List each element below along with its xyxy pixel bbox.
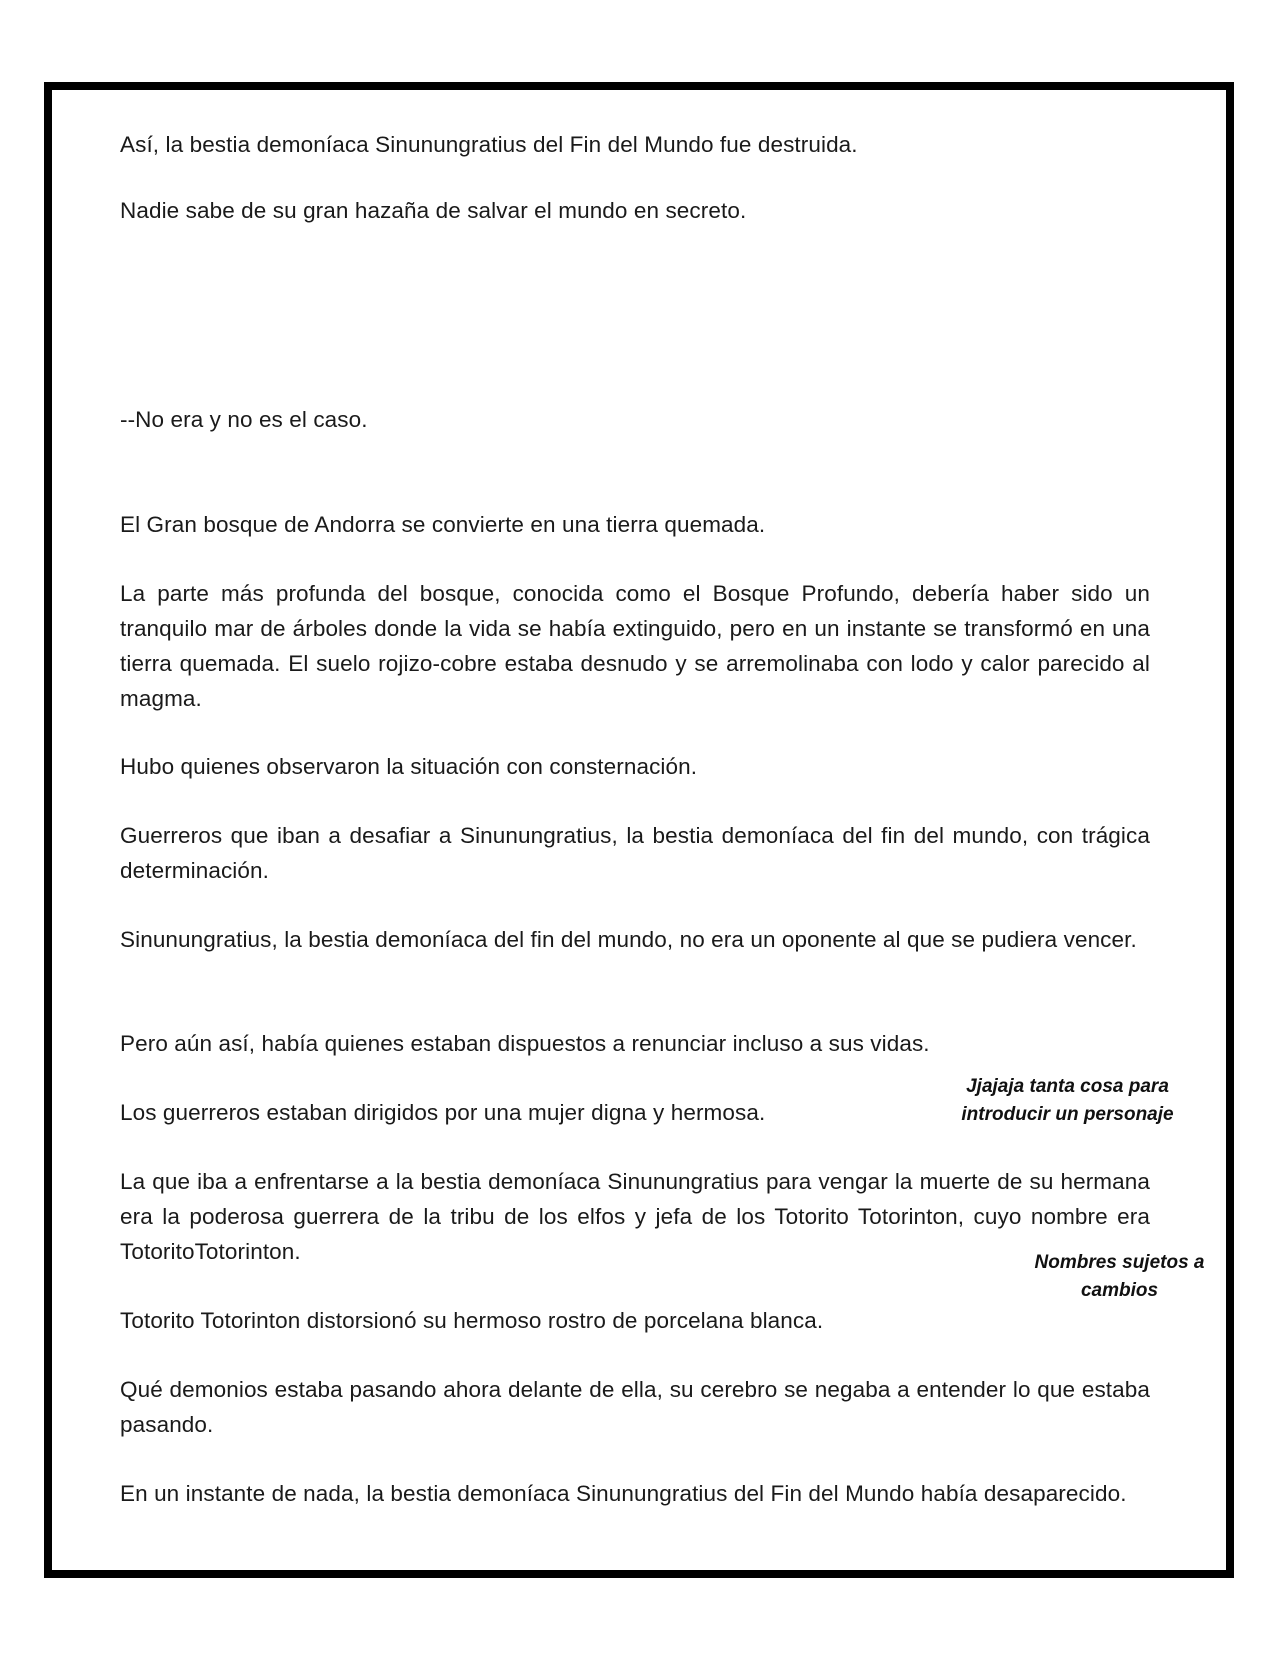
paragraph: La parte más profunda del bosque, conocida como el Bosque Profundo, debería haber sido un tranquilo mar de árboles donde la vida se había extinguido, pero en un instante se transformó en una tierra quemada. El suelo rojizo-cobre estaba desnudo y se arremolinaba con lodo y calor parecido al magma.: [120, 581, 1150, 711]
paragraph: En un instante de nada, la bestia demoníaca Sinunungratius del Fin del Mundo había desaparecido.: [120, 1481, 1127, 1506]
paragraph: --No era y no es el caso.: [120, 407, 368, 432]
paragraph: Nadie sabe de su gran hazaña de salvar el mundo en secreto.: [120, 198, 747, 223]
paragraph: Totorito Totorinton distorsionó su hermoso rostro de porcelana blanca.: [120, 1308, 824, 1333]
paragraph: Los guerreros estaban dirigidos por una mujer digna y hermosa.: [120, 1100, 766, 1125]
margin-note: Jjajaja tanta cosa para introducir un personaje: [961, 1076, 1174, 1125]
paragraph: Guerreros que iban a desafiar a Sinunungratius, la bestia demoníaca del fin del mundo, con trágica determinación.: [120, 823, 1150, 883]
paragraph: Hubo quienes observaron la situación con consternación.: [120, 754, 698, 779]
paragraph: La que iba a enfrentarse a la bestia demoníaca Sinunungratius para vengar la muerte de su hermana era la poderosa guerrera de la tribu de los elfos y jefa de los Totorito Totorinton, cuyo nombre era TotoritoTotorinton.: [120, 1169, 1150, 1264]
paragraph: Pero aún así, había quienes estaban dispuestos a renunciar incluso a sus vidas.: [120, 1031, 930, 1056]
paragraph: El Gran bosque de Andorra se convierte en una tierra quemada.: [120, 512, 766, 537]
paragraph: Sinunungratius, la bestia demoníaca del fin del mundo, no era un oponente al que se pudiera vencer.: [120, 927, 1137, 952]
margin-note: Nombres sujetos a cambios: [1034, 1252, 1205, 1301]
paragraph: Qué demonios estaba pasando ahora delante de ella, su cerebro se negaba a entender lo que estaba pasando.: [120, 1377, 1150, 1437]
paragraph: Así, la bestia demoníaca Sinunungratius del Fin del Mundo fue destruida.: [120, 132, 858, 157]
